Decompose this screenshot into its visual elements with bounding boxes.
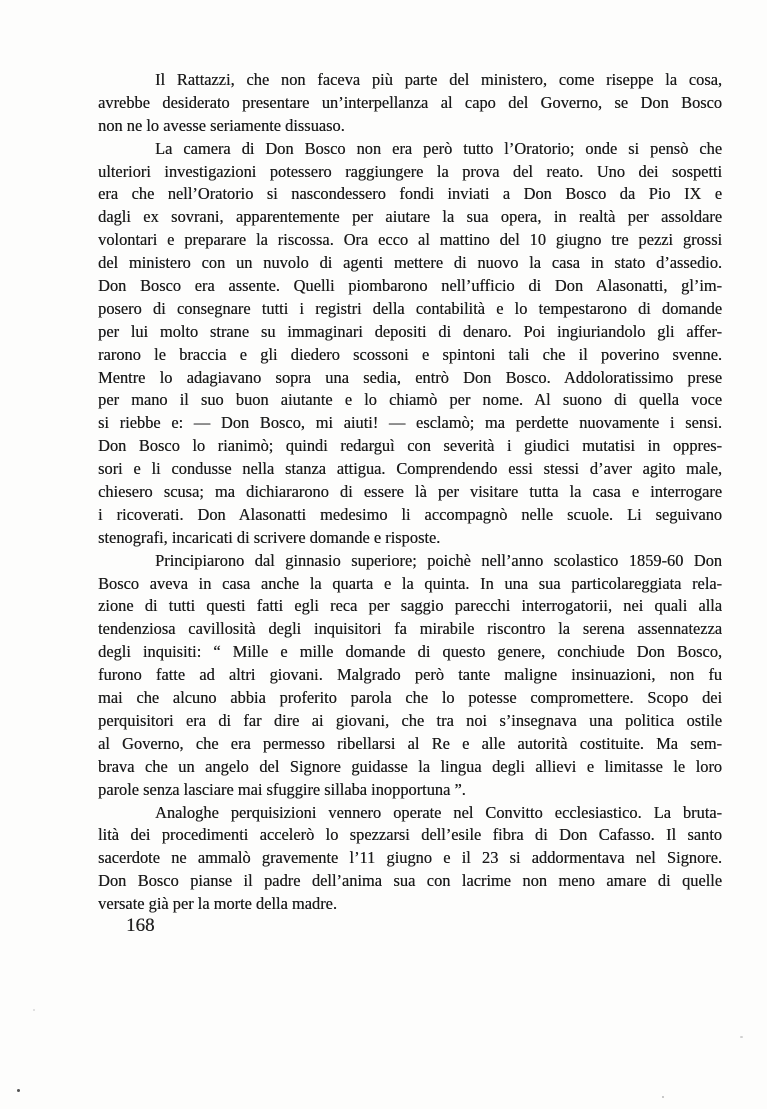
page-number: 168: [126, 915, 155, 936]
scan-speck: [662, 1096, 664, 1098]
paragraph: [98, 138, 722, 550]
scan-speck: [17, 1089, 20, 1092]
scan-speck: [33, 1009, 35, 1011]
text-line: posero di consegnare tutti i registri della contabilità e lo tempestarono di domande: [98, 298, 722, 318]
text-line: Il Rattazzi, che non faceva più parte del ministero, come riseppe la cosa,: [155, 70, 722, 89]
text-line: al Governo, che era permesso ribellarsi al Re e alle autorità costituite. Ma sem-: [98, 733, 722, 753]
text-line: perquisitori era di far dire ai giovani, che tra noi s’insegnava una politica ostile: [98, 710, 722, 730]
text-line: Don Bosco era assente. Quelli piombarono nell’ufficio di Don Alasonatti, gl’im-: [98, 276, 722, 296]
text-line: volontari e preparare la riscossa. Ora ecco al mattino del 10 giugno tre pezzi grossi: [98, 230, 722, 250]
text-line: Analoghe perquisizioni vennero operate nel Convitto ecclesiastico. La bruta-: [155, 802, 722, 822]
paragraph: [98, 802, 722, 916]
text-line: degli inquisiti: “ Mille e mille domande di questo genere, conchiude Don Bosco,: [98, 642, 722, 662]
text-line: versate già per la morte della madre.: [98, 894, 337, 914]
text-line: i ricoverati. Don Alasonatti medesimo li accompagnò nelle scuole. Li seguivano: [98, 504, 722, 524]
text-line: per mano il suo buon aiutante e lo chiamò per nome. Al suono di quella voce: [98, 390, 722, 410]
scan-speck: [740, 1036, 743, 1038]
text-line: parole senza lasciare mai sfuggire sillaba inopportuna ”.: [98, 779, 466, 799]
page-text-column: [98, 69, 722, 916]
paragraph: [98, 69, 722, 138]
text-line: per lui molto strane su immaginari depositi di denaro. Poi ingiuriandolo gli affer-: [98, 321, 722, 341]
text-line: ulteriori investigazioni potessero raggiungere la prova del reato. Uno dei sospetti: [98, 161, 722, 181]
text-line: avrebbe desiderato presentare un’interpellanza al capo del Governo, se Don Bosco: [98, 92, 722, 112]
text-line: La camera di Don Bosco non era però tutto l’Oratorio; onde si pensò che: [155, 138, 722, 158]
text-line: non ne lo avesse seriamente dissuaso.: [98, 115, 345, 135]
text-line: lità dei procedimenti accelerò lo spezzarsi dell’esile fibra di Don Cafasso. Il santo: [98, 825, 722, 845]
text-line: si riebbe e: — Don Bosco, mi aiuti! — esclamò; ma perdette nuovamente i sensi.: [98, 413, 722, 433]
text-line: mai che alcuno abbia proferito parola che lo potesse compromettere. Scopo dei: [98, 688, 722, 708]
text-line: zione di tutti questi fatti egli reca per saggio parecchi interrogatorii, nei quali alla: [98, 596, 722, 616]
text-line: Mentre lo adagiavano sopra una sedia, entrò Don Bosco. Addoloratissimo prese: [98, 367, 722, 387]
text-line: del ministero con un nuvolo di agenti mettere di nuovo la casa in stato d’assedio.: [98, 253, 722, 273]
text-line: Bosco aveva in casa anche la quarta e la quinta. In una sua particolareggiata rela-: [98, 573, 722, 593]
text-line: rarono le braccia e gli diedero scossoni e spintoni tali che il poverino svenne.: [98, 344, 722, 364]
text-line: Don Bosco pianse il padre dell’anima sua con lacrime non meno amare di quelle: [98, 871, 722, 891]
text-line: sacerdote ne ammalò gravemente l’11 giugno e il 23 si addormentava nel Signore.: [98, 848, 722, 868]
text-line: sori e li condusse nella stanza attigua. Comprendendo essi stessi d’aver agito male,: [98, 459, 722, 479]
text-line: brava che un angelo del Signore guidasse la lingua degli allievi e limitasse le loro: [98, 756, 722, 776]
text-line: furono fatte ad altri giovani. Malgrado però tante maligne insinuazioni, non fu: [98, 665, 722, 685]
text-line: dagli ex sovrani, apparentemente per aiutare la sua opera, in realtà per assoldare: [98, 207, 722, 227]
text-line: tendenziosa cavillosità degli inquisitori fa mirabile riscontro la serena assennatezza: [98, 619, 722, 639]
text-line: chiesero scusa; ma dichiararono di essere là per visitare tutta la casa e interrogare: [98, 482, 722, 502]
text-line: era che nell’Oratorio si nascondessero fondi inviati a Don Bosco da Pio IX e: [98, 184, 722, 204]
text-line: Don Bosco lo rianimò; quindi redarguì con severità i giudici mutatisi in oppres-: [98, 436, 722, 456]
text-line: Principiarono dal ginnasio superiore; poichè nell’anno scolastico 1859-60 Don: [155, 550, 722, 570]
text-line: stenografi, incaricati di scrivere domande e risposte.: [98, 527, 441, 547]
paragraph: [98, 550, 722, 802]
